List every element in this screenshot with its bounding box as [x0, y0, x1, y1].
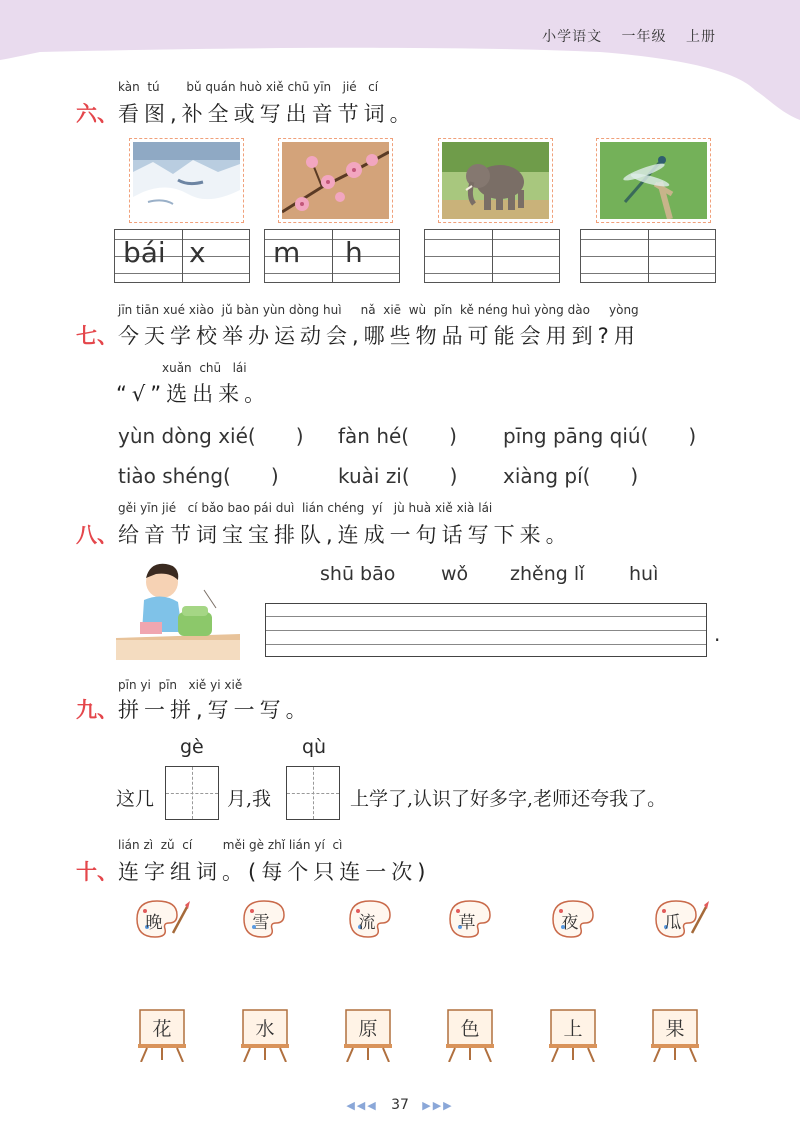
bottom-character: 原: [358, 1018, 378, 1040]
character-easel[interactable]: [548, 1008, 598, 1062]
bottom-character: 果: [665, 1018, 685, 1040]
bottom-character: 水: [255, 1018, 275, 1040]
bottom-character: 色: [460, 1018, 480, 1040]
pinyin-grid[interactable]: [580, 229, 716, 283]
top-character: 夜: [561, 913, 579, 933]
character-grid[interactable]: [286, 766, 340, 820]
section-title: 拼一拼,写一写。: [118, 698, 312, 722]
subject-label: 小学语文: [542, 29, 603, 45]
section-title: 看图,补全或写出音节词。: [118, 102, 416, 126]
s10-pinyin: lián zì zǔ cí měi gè zhǐ lián yí cì: [118, 838, 343, 852]
top-character: 雪: [252, 913, 270, 933]
character-easel[interactable]: [445, 1008, 495, 1062]
section-number: 十、: [76, 860, 118, 884]
word-card[interactable]: wǒ: [441, 563, 469, 585]
sentence-part: 上学了,认识了好多字,老师还夸我了。: [350, 788, 667, 810]
sentence-writing-box[interactable]: [265, 603, 707, 657]
pinyin-answer: x: [189, 236, 206, 269]
character-grid[interactable]: [165, 766, 219, 820]
word-card[interactable]: zhěng lǐ: [510, 563, 585, 585]
pinyin-grid[interactable]: [114, 229, 250, 283]
section-title: 今天学校举办运动会,哪些物品可能会用到?用: [118, 324, 640, 348]
section-number: 七、: [76, 324, 118, 348]
section-number: 九、: [76, 698, 118, 722]
page-number: 37: [391, 1097, 409, 1113]
section-title: 连字组词。(每个只连一次): [118, 860, 431, 884]
s6-pinyin: [118, 80, 378, 94]
s7-pinyin2: xuǎn chū lái: [162, 361, 247, 375]
snow-photo: [129, 138, 244, 223]
option-eraser[interactable]: xiàng pí( ): [503, 464, 639, 488]
grade-label: 一年级: [621, 29, 667, 45]
pinyin: jié: [342, 80, 357, 94]
character-easel[interactable]: [240, 1008, 290, 1062]
pinyin: huò: [239, 80, 262, 94]
pinyin: quán: [205, 80, 236, 94]
word-card[interactable]: huì: [629, 563, 659, 585]
option-sport-shoes[interactable]: yùn dòng xié( ): [118, 424, 304, 448]
character-easel[interactable]: [650, 1008, 700, 1062]
character-palette[interactable]: [133, 897, 191, 941]
top-character: 流: [358, 913, 376, 933]
s8-pinyin: gěi yīn jié cí bǎo bao pái duì lián chéng yí jù huà xiě xià lái: [118, 501, 493, 515]
top-character: 瓜: [664, 913, 682, 933]
character-palette[interactable]: [549, 897, 607, 941]
sentence-end-mark: .: [714, 622, 721, 646]
s6-title: [76, 98, 416, 128]
section-number: 八、: [76, 523, 118, 547]
option-jump-rope[interactable]: tiào shéng( ): [118, 464, 279, 488]
pinyin: xiě: [265, 80, 284, 94]
s8-title: [76, 519, 572, 549]
pinyin: chū: [287, 80, 310, 94]
character-easel[interactable]: [343, 1008, 393, 1062]
character-palette[interactable]: [652, 897, 710, 941]
pinyin: kàn: [118, 80, 140, 94]
book-info: [528, 26, 716, 46]
s10-title: [76, 856, 430, 886]
volume-label: 上册: [686, 29, 716, 45]
s7-title2: “√”选出来。: [116, 382, 271, 406]
top-character: 草: [458, 913, 476, 933]
option-lunch-box[interactable]: fàn hé( ): [338, 424, 457, 448]
pinyin: yīn: [313, 80, 332, 94]
s7-pinyin: jīn tiān xué xiào jǔ bàn yùn dòng huì nǎ xiē wù pǐn kě néng huì yòng dào yòng: [118, 303, 639, 317]
option-chopsticks[interactable]: kuài zi( ): [338, 464, 458, 488]
s7-title: [76, 320, 640, 350]
prev-arrows-icon: ◀◀◀: [346, 1099, 378, 1112]
dragonfly-photo: [596, 138, 711, 223]
s9-title: [76, 694, 312, 724]
pinyin-answer: m: [273, 236, 301, 269]
sentence-part: 这几: [116, 788, 155, 810]
character-palette[interactable]: [446, 897, 504, 941]
box2-pinyin: qù: [302, 736, 327, 758]
bottom-character: 上: [563, 1018, 583, 1040]
word-card[interactable]: shū bāo: [320, 563, 396, 585]
pinyin-answer: bái: [123, 236, 166, 269]
pinyin-grid[interactable]: [264, 229, 400, 283]
pinyin-grid[interactable]: [424, 229, 560, 283]
section-title: 给音节词宝宝排队,连成一句话写下来。: [118, 523, 572, 547]
character-easel[interactable]: [137, 1008, 187, 1062]
s9-pinyin: pīn yi pīn xiě yi xiě: [118, 678, 243, 692]
boy-packing-bag-illustration: [116, 560, 240, 660]
bottom-character: 花: [152, 1018, 172, 1040]
elephant-photo: [438, 138, 553, 223]
top-character: 晚: [145, 913, 163, 933]
pinyin: bǔ: [186, 80, 202, 94]
pinyin: cí: [368, 80, 379, 94]
sentence-part: 月,我: [227, 788, 272, 810]
page-footer: [0, 1097, 800, 1113]
peach-blossom-photo: [278, 138, 393, 223]
option-ping-pong[interactable]: pīng pāng qiú( ): [503, 424, 697, 448]
pinyin-answer: h: [345, 236, 363, 269]
next-arrows-icon: ▶▶▶: [422, 1099, 454, 1112]
pinyin: tú: [147, 80, 160, 94]
character-palette[interactable]: [346, 897, 404, 941]
section-number: 六、: [76, 102, 118, 126]
box1-pinyin: gè: [180, 736, 204, 758]
character-palette[interactable]: [240, 897, 298, 941]
